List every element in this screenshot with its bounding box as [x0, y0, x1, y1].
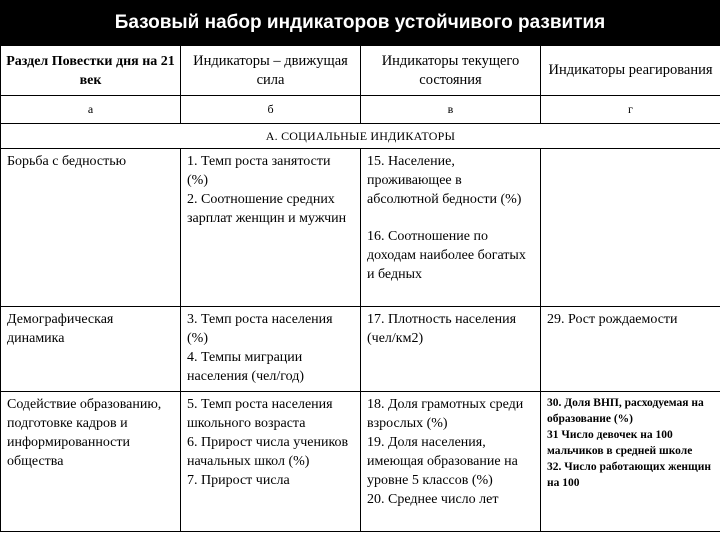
section-row	[1, 124, 720, 149]
row-section: Борьба с бедностью	[1, 149, 181, 307]
letter-g: г	[541, 96, 720, 124]
indicator-item: 15. Население, проживающее в абсолютной бедности (%)	[367, 154, 522, 207]
row-state	[361, 392, 541, 532]
table-row	[1, 307, 720, 392]
indicator-item: 4. Темпы миграции населения (чел/год)	[187, 350, 304, 384]
row-section: Содействие образованию, подготовке кадров и информированности общества	[1, 392, 181, 532]
indicator-item: 7. Прирост числа	[187, 473, 290, 488]
indicator-item: 20. Среднее число лет	[367, 492, 499, 507]
row-response	[541, 149, 720, 307]
slide-title: Базовый набор индикаторов устойчивого развития	[0, 0, 720, 45]
indicator-item: 19. Доля населения, имеющая образование на уровне 5 классов (%)	[367, 435, 518, 488]
indicator-item: 1. Темп роста занятости (%)	[187, 154, 331, 188]
indicator-item: 6. Прирост числа учеников начальных школ (%)	[187, 435, 349, 469]
row-section: Демографическая динамика	[1, 307, 181, 392]
row-response	[541, 392, 720, 532]
row-driving	[181, 149, 361, 307]
row-state	[361, 307, 541, 392]
letters-row	[1, 96, 720, 124]
row-driving	[181, 307, 361, 392]
indicator-item: 17. Плотность населения (чел/км2)	[367, 312, 517, 346]
indicator-item: 16. Соотношение по доходам наиболее богатых и бедных	[367, 229, 526, 282]
indicators-table	[0, 45, 720, 532]
row-state	[361, 149, 541, 307]
letter-a: а	[1, 96, 181, 124]
indicator-item: 31 Число девочек на 100 мальчиков в средней школе	[547, 429, 693, 457]
indicator-item: 30. Доля ВНП, расходуемая на образование (%)	[547, 397, 704, 425]
indicator-item: 5. Темп роста населения школьного возраста	[187, 397, 333, 431]
indicator-item: 2. Соотношение средних зарплат женщин и мужчин	[187, 192, 347, 226]
header-section: Раздел Повестки дня на 21 век	[1, 46, 181, 96]
indicator-item: 32. Число работающих женщин на 100	[547, 461, 712, 489]
row-response	[541, 307, 720, 392]
letter-b: б	[181, 96, 361, 124]
header-row	[1, 46, 720, 96]
table-row	[1, 392, 720, 532]
indicator-item: 18. Доля грамотных среди взрослых (%)	[367, 397, 524, 431]
letter-v: в	[361, 96, 541, 124]
header-response: Индикаторы реагирования	[541, 46, 720, 96]
header-state: Индикаторы текущего состояния	[361, 46, 541, 96]
section-title: А. СОЦИАЛЬНЫЕ ИНДИКАТОРЫ	[1, 124, 720, 149]
table-row	[1, 149, 720, 307]
indicator-item: 29. Рост рождаемости	[547, 312, 678, 327]
row-driving	[181, 392, 361, 532]
header-driving: Индикаторы – движущая сила	[181, 46, 361, 96]
indicator-item: 3. Темп роста населения (%)	[187, 312, 333, 346]
